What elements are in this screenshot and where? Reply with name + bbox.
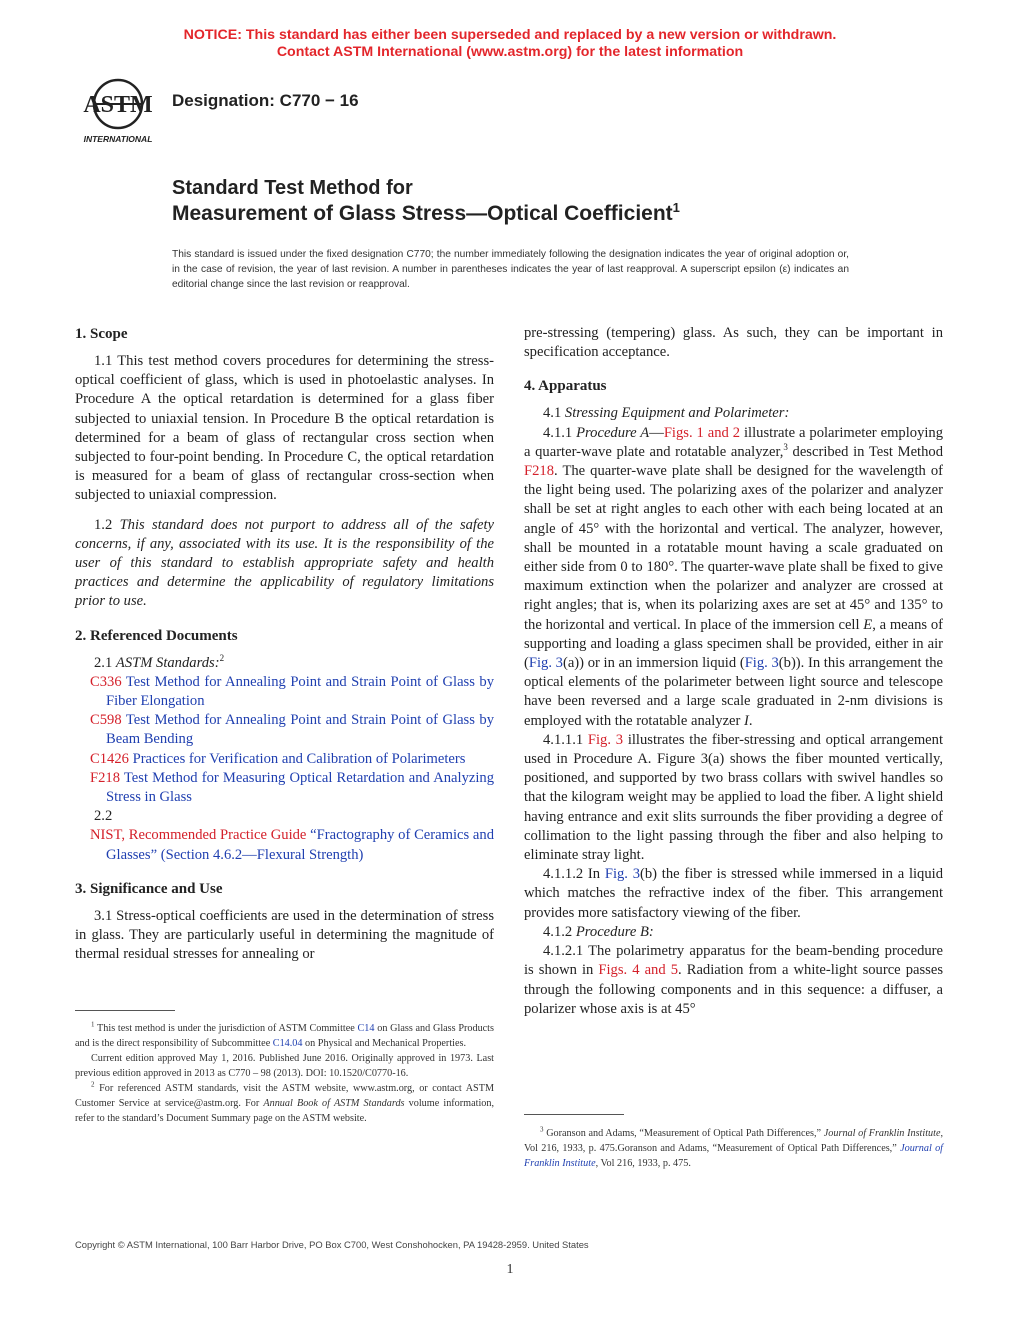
- footnotes-left: [75, 1021, 494, 1126]
- section-2-2: 2.2: [94, 808, 113, 825]
- section-4-1-2-1: 4.1.2.1 The polarimetry apparatus for the beam-bending procedure is shown in Figs. 4 and 5. Radiation from a white-light source passes through the following components and in this sequence: a diffuser, a polarizer whose axis is at 45°: [524, 943, 944, 1017]
- section-4-1-1-1: 4.1.1.1 Fig. 3 illustrates the fiber-stressing and optical arrangement used in Procedure A. Figure 3(a) shows the fiber mounted vertically, positioned, and supported by two brass collars with swivel handles so that the kilogram weight may be applied to load the fiber. A light shield having entrance and exit slits surrounds the fiber providing a degree of collimation to the light passing through the fiber and also helping to eliminate stray light.: [524, 731, 944, 864]
- section-2-heading: 2. Referenced Documents: [75, 627, 238, 644]
- ref-nist-link[interactable]: NIST, Recommended Practice Guide: [90, 827, 307, 844]
- section-4-heading: 4. Apparatus: [524, 378, 607, 395]
- section-3-1: 3.1 Stress-optical coefficients are used in the determination of stress in glass. They are particularly useful in determining the magnitude of thermal residual stresses for annealing or: [75, 907, 494, 963]
- section-1-1: 1.1 This test method covers procedures for determining the stress-optical coefficient of glass, which is used in photoelastic analyses. In Procedure A the optical retardation is determined for a glass fiber subjected to uniaxial tension. In Procedure B the optical retardation is determined for a beam of glass of rectangular cross section when subjected to four-point bending. In Procedure C, the optical retardation is measured for a beam of glass of rectangular cross-section when subjected to uniaxial compression.: [75, 353, 494, 504]
- notice-banner: [0, 27, 1020, 61]
- footnote-1: $^1$ This test method is under the jurisdiction of ASTM Committee C14 on Glass and Glass Products and is the direct responsibility of Subcommittee C14.04 on Physical and Mechanical Properties.: [75, 1020, 494, 1049]
- link-f218[interactable]: F218: [524, 463, 555, 480]
- logo-text: ASTM: [83, 92, 153, 118]
- ref-c598-link[interactable]: C598: [90, 712, 122, 729]
- ref-c336-link[interactable]: C336: [90, 673, 122, 690]
- ref-c1426-title[interactable]: Practices for Verification and Calibration of Polarimeters: [132, 750, 466, 767]
- ref-c598-title[interactable]: Test Method for Annealing Point and Strain Point of Glass by Beam Bending: [106, 712, 494, 748]
- footnote-1-edition: Current edition approved May 1, 2016. Published June 2016. Originally approved in 1973. Last previous edition approved in 2013 as C770 – 98 (2013). DOI: 10.1520/C0770-16.: [75, 1053, 494, 1079]
- link-figs-4-5[interactable]: Figs. 4 and 5: [598, 962, 679, 979]
- ref-c336-title[interactable]: Test Method for Annealing Point and Strain Point of Glass by Fiber Elongation: [106, 673, 494, 710]
- footnote-3: $^3$ Goranson and Adams, “Measurement of Optical Path Differences,” Journal of Franklin Institute, Vol 216, 1933, p. 475.Goranson and Adams, “Measurement of Optical Path Differences,” Journal of Franklin Institute, Vol 216, 1933, p. 475.: [524, 1125, 944, 1169]
- ref-f218: [75, 769, 494, 807]
- link-c14-04[interactable]: C14.04: [272, 1038, 303, 1049]
- page-number: 1: [506, 1262, 514, 1277]
- link-fig-3b[interactable]: Fig. 3: [744, 655, 779, 672]
- logo-subtext: INTERNATIONAL: [83, 134, 153, 144]
- ref-nist-title[interactable]: “Fractography of Ceramics and Glasses” (Section 4.6.2—Flexural Strength): [106, 827, 494, 863]
- designation: Designation: C770 − 16: [172, 91, 359, 110]
- page-title: [172, 175, 680, 227]
- link-c14[interactable]: C14: [357, 1023, 375, 1034]
- link-fig-3a[interactable]: Fig. 3: [528, 655, 563, 672]
- section-4-1-2: 4.1.2 Procedure B:: [543, 923, 654, 940]
- ref-c1426-link[interactable]: C1426: [90, 750, 129, 767]
- title-footnote-mark: 1: [672, 200, 680, 215]
- link-fig-3[interactable]: Fig. 3: [587, 731, 624, 748]
- section-1-2: 1.2 This standard does not purport to address all of the safety concerns, if any, associated with its use. It is the responsibility of the user of this standard to establish appropriate safety and health practices and determine the applicability of regulatory limitations prior to use.: [75, 516, 494, 610]
- astm-logo: [76, 74, 160, 146]
- issued-note: This standard is issued under the fixed designation C770; the number immediately following the designation indicates the year of original adoption or, in the case of revision, the year of last revision. A number in parentheses indicates the year of last reapproval. A superscript epsilon (ε) indicates an editorial change since the last revision or reapproval.: [172, 249, 849, 290]
- section-4-1-1-2: 4.1.1.2 In Fig. 3(b) the fiber is stressed while immersed in a liquid which matches the refractive index of the fiber. This arrangement provides more satisfactory viewing of the fiber.: [524, 866, 943, 921]
- left-column: [75, 324, 494, 964]
- section-4-1: 4.1 Stressing Equipment and Polarimeter:: [543, 405, 790, 422]
- footnotes-right: [524, 1126, 943, 1171]
- footnote-rule-left: [75, 1010, 175, 1011]
- ref-f218-title[interactable]: Test Method for Measuring Optical Retardation and Analyzing Stress in Glass: [106, 769, 494, 806]
- link-figs-1-2[interactable]: Figs. 1 and 2: [663, 424, 741, 441]
- safety-statement: This standard does not purport to address all of the safety concerns, if any, associated with its use. It is the responsibility of the user of this standard to establish appropriate safety and health practices and determine the applicability of regulatory limitations prior to use.: [75, 516, 494, 610]
- notice-line-1: NOTICE: This standard has either been superseded and replaced by a new version or withdrawn.: [183, 27, 837, 43]
- footnote-2: $^2$ For referenced ASTM standards, visit the ASTM website, www.astm.org, or contact ASTM Customer Service at service@astm.org. For Annual Book of ASTM Standards volume information, refer to the standard’s Document Summary page on the ASTM website.: [75, 1080, 495, 1124]
- ref-c336: [75, 673, 494, 711]
- ref-c1426: [75, 750, 494, 769]
- title-line-2: Measurement of Glass Stress—Optical Coefficient: [172, 202, 673, 225]
- section-4-1-1: 4.1.1 Procedure A—Figs. 1 and 2 illustrate a polarimeter employing a quarter-wave plate and rotatable analyzer,$^3$ described in Test Method F218. The quarter-wave plate shall be designed for the wavelength of the light being used. The polarizing axes of the polarizer and analyzer shall be set at right angles to each other with each being located at an angle of 45° with the horizontal and vertical. The analyzer, however, shall be mounted in a rotatable mount having a scale graduated on either side from 0 to 180°. The quarter-wave plate shall be fixed to give maximum extinction when the polarizer and analyzer are crossed at right angles; that is, when its polarizing axes are set at 45° and 135° to the horizontal and vertical. In place of the immersion cell E, a means of supporting and loading a glass specimen shall be provided, either in air (Fig. 3(a)) or in an immersion liquid (Fig. 3(b)). In this arrangement the optical elements of the polarimeter between light source and telescope have been reversed and a large scale graduated in 2-nm divisions is employed with the rotatable analyzer I.: [524, 424, 944, 729]
- ref-f218-link[interactable]: F218: [90, 769, 121, 786]
- notice-line-2: Contact ASTM International (www.astm.org) for the latest information: [276, 44, 744, 60]
- title-line-1: Standard Test Method for: [172, 177, 413, 199]
- section-3-1-cont: pre-stressing (tempering) glass. As such, they can be important in specification acceptance.: [524, 325, 943, 361]
- ref-nist: [75, 826, 494, 864]
- section-2-1: 2.1 ASTM Standards:$^2$: [94, 652, 225, 671]
- footnote-rule-right: [524, 1114, 624, 1115]
- section-1-heading: 1. Scope: [75, 326, 128, 342]
- right-column: [524, 324, 943, 1019]
- section-3-heading: 3. Significance and Use: [75, 880, 223, 897]
- ref-c598: [75, 711, 494, 749]
- copyright: Copyright © ASTM International, 100 Barr Harbor Drive, PO Box C700, West Conshohocken, PA 19428-2959. United States: [75, 1239, 589, 1250]
- link-fig-3-b[interactable]: Fig. 3: [604, 866, 641, 883]
- link-journal[interactable]: Journal of Franklin Institute: [524, 1143, 944, 1169]
